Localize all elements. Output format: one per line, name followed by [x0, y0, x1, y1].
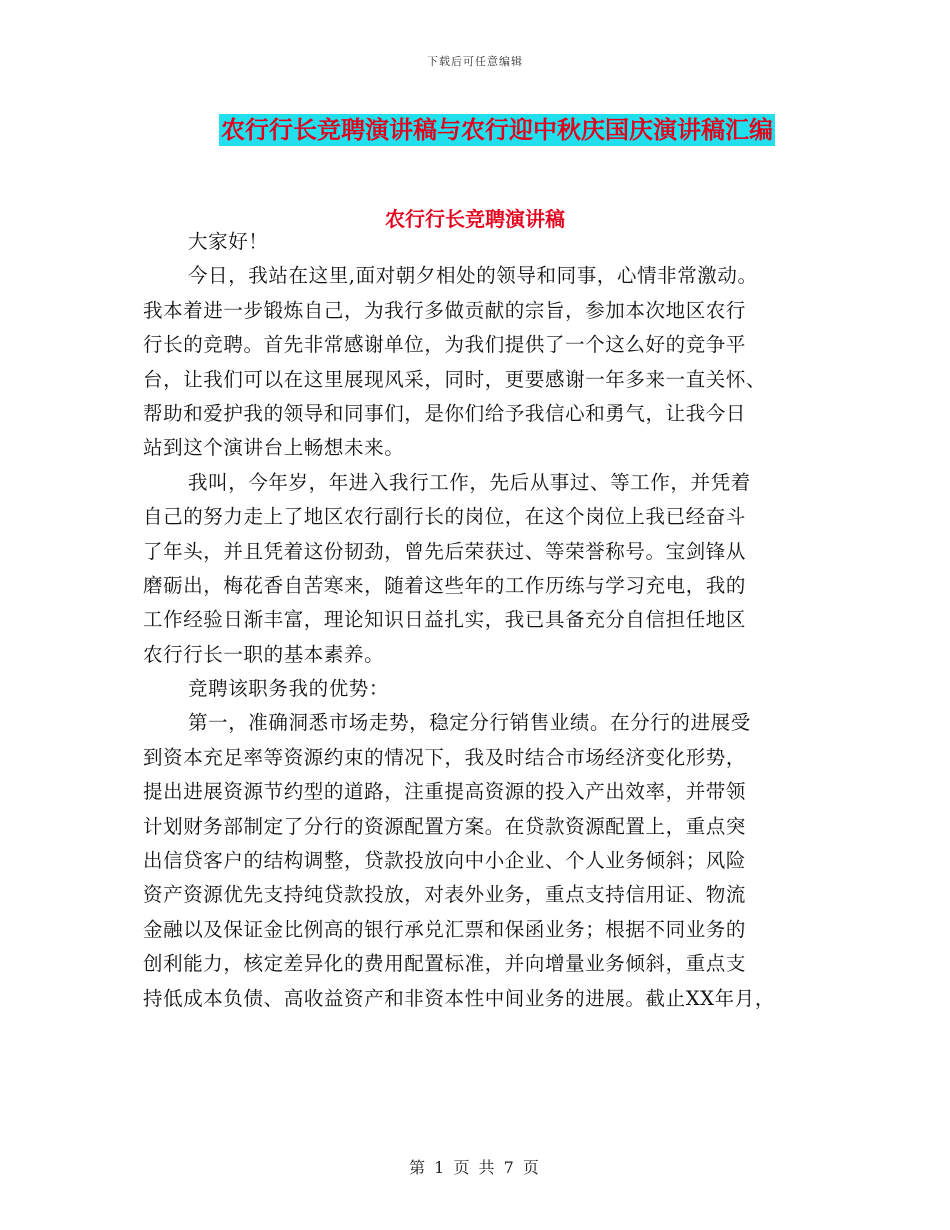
page-footer: 第 1 页 共 7 页 — [409, 1158, 541, 1177]
text-line: 提出进展资源节约型的道路，注重提高资源的投入产出效率，并带领 — [143, 780, 747, 804]
header-note: 下载后可任意编辑 — [427, 55, 523, 68]
document-title-wrap — [0, 114, 950, 146]
text-line: 行长的竞聘。首先非常感谢单位，为我们提供了一个这么好的竞争平 — [143, 333, 747, 357]
text-line: 金融以及保证金比例高的银行承兑汇票和保函业务；根据不同业务的 — [143, 917, 747, 941]
text-line: 农行行长一职的基本素养。 — [143, 642, 385, 666]
text-line: 出信贷客户的结构调整，贷款投放向中小企业、个人业务倾斜；风险 — [143, 849, 747, 873]
text-line: 持低成本负债、高收益资产和非资本性中间业务的进展。截止XX年月， — [143, 986, 775, 1010]
text-line: 大家好！ — [188, 230, 269, 253]
text-line: 帮助和爱护我的领导和同事们，是你们给予我信心和勇气，让我今日 — [143, 401, 747, 425]
text-line: 台，让我们可以在这里展现风采，同时，更要感谢一年多来一直关怀、 — [143, 367, 767, 391]
text-line: 到资本充足率等资源约束的情况下，我及时结合市场经济变化形势， — [143, 745, 747, 769]
text-line: 今日，我站在这里,面对朝夕相处的领导和同事，心情非常激动。 — [188, 264, 758, 288]
text-line: 竞聘该职务我的优势： — [188, 677, 390, 701]
text-line: 计划财务部制定了分行的资源配置方案。在贷款资源配置上，重点突 — [143, 814, 747, 838]
text-line: 自己的努力走上了地区农行副行长的岗位，在这个岗位上我已经奋斗 — [143, 505, 747, 529]
text-line: 工作经验日渐丰富，理论知识日益扎实，我已具备充分自信担任地区 — [143, 608, 747, 632]
text-line: 资产资源优先支持纯贷款投放，对表外业务，重点支持信用证、物流 — [143, 883, 747, 907]
text-line: 第一，准确洞悉市场走势，稳定分行销售业绩。在分行的进展受 — [188, 711, 751, 735]
text-line: 了年头，并且凭着这份韧劲，曾先后荣获过、等荣誉称号。宝剑锋从 — [143, 539, 747, 563]
text-line: 创利能力，核定差异化的费用配置标准，并向增量业务倾斜，重点支 — [143, 952, 747, 976]
text-line: 我叫，今年岁，年进入我行工作，先后从事过、等工作，并凭着 — [188, 470, 751, 494]
text-line: 磨砺出，梅花香自苦寒来，随着这些年的工作历练与学习充电，我的 — [143, 573, 747, 597]
text-line: 我本着进一步锻炼自己，为我行多做贡献的宗旨，参加本次地区农行 — [143, 298, 747, 322]
document-title: 农行行长竞聘演讲稿与农行迎中秋庆国庆演讲稿汇编 — [221, 116, 773, 144]
section-title: 农行行长竞聘演讲稿 — [385, 207, 565, 231]
body-text — [143, 225, 813, 1016]
text-line: 站到这个演讲台上畅想未来。 — [143, 436, 405, 460]
